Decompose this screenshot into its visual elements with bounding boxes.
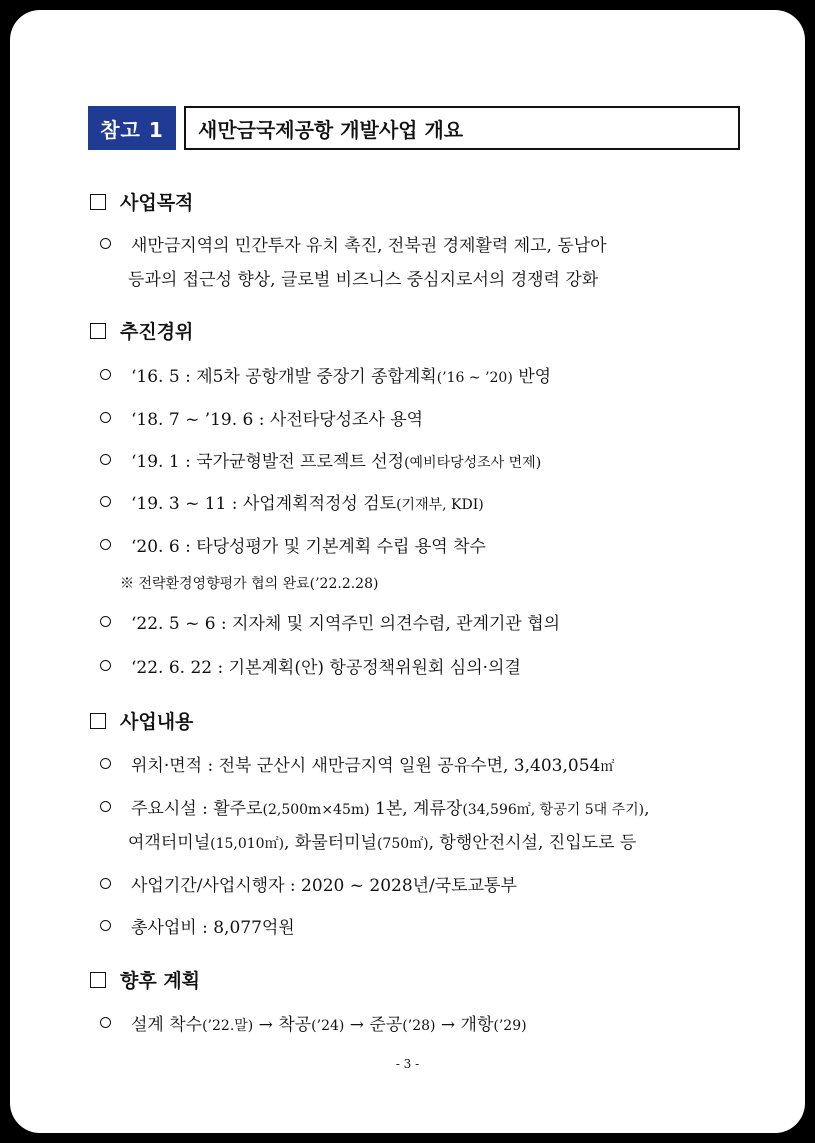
facility-text: 주요시설 : 활주로 [131, 799, 263, 819]
plan-text: → 개항 [435, 1015, 494, 1035]
circle-bullet-icon [100, 758, 111, 769]
history-sub: (예비타당성조사 면제) [404, 455, 542, 471]
plan-text: → 준공 [344, 1015, 403, 1035]
square-bullet-icon [90, 713, 106, 729]
square-bullet-icon [90, 972, 106, 988]
circle-bullet-icon [100, 616, 111, 627]
facility-text: , [644, 799, 650, 819]
reference-label: 참고 1 [88, 106, 176, 150]
circle-bullet-icon [100, 920, 111, 931]
circle-bullet-icon [100, 454, 111, 465]
facility-text: , 화물터미널 [284, 833, 377, 853]
circle-bullet-icon [100, 801, 111, 812]
circle-bullet-icon [100, 660, 111, 671]
history-note: ※ 전략환경영향평가 협의 완료(’22.2.28) [120, 576, 379, 592]
circle-bullet-icon [100, 539, 111, 550]
facility-sub: (750㎡) [376, 836, 429, 852]
history-item [100, 653, 521, 678]
history-tail: 반영 [512, 367, 552, 387]
content-period [100, 871, 517, 896]
history-text: ‘20. 6 : 타당성평가 및 기본계획 수립 용역 착수 [131, 537, 486, 557]
purpose-text: 새만금지역의 민간투자 유치 촉진, 전북권 경제활력 제고, 동남아 [131, 236, 607, 256]
facility-sub: (34,596㎡, 항공기 5대 주기) [462, 802, 645, 818]
circle-bullet-icon [100, 412, 111, 423]
history-item [100, 362, 551, 387]
circle-bullet-icon [100, 1017, 111, 1028]
circle-bullet-icon [100, 878, 111, 889]
history-sub: (기재부, KDI) [396, 497, 484, 513]
section-title: 향후 계획 [120, 970, 201, 992]
circle-bullet-icon [100, 238, 111, 249]
section-purpose [90, 188, 193, 215]
content-cost [100, 913, 295, 938]
facility-text: , 항행안전시설, 진입도로 등 [428, 833, 637, 853]
purpose-line-2: 등과의 접근성 향상, 글로벌 비즈니스 중심지로서의 경쟁력 강화 [128, 270, 599, 290]
plan-text: → 착공 [253, 1015, 312, 1035]
page-number: - 3 - [395, 1057, 420, 1071]
section-plan [90, 966, 200, 993]
facility-text: 여객터미널 [128, 833, 211, 853]
history-item [100, 609, 560, 634]
section-content [90, 707, 193, 734]
history-text: ‘18. 7 ~ ’19. 6 : 사전타당성조사 용역 [131, 410, 424, 430]
history-item [100, 405, 423, 430]
content-facilities [100, 794, 650, 819]
plan-sub: (’29) [493, 1018, 527, 1034]
plan-sub: (’24) [311, 1018, 345, 1034]
content-facilities-cont [128, 828, 636, 853]
period-text: 사업기간/사업시행자 : 2020 ~ 2028년/국토교통부 [131, 876, 517, 896]
section-history [90, 317, 193, 344]
history-sub: (’16 ~ ’20) [436, 370, 513, 386]
purpose-line-1 [100, 231, 607, 256]
content-location [100, 751, 614, 776]
facility-text: 1본, 계류장 [369, 799, 463, 819]
header [88, 106, 728, 150]
plan-sub: (’22.말) [202, 1018, 254, 1034]
cost-text: 총사업비 : 8,077억원 [131, 918, 295, 938]
plan-text: 설계 착수 [131, 1015, 203, 1035]
section-title: 사업목적 [120, 192, 194, 214]
circle-bullet-icon [100, 496, 111, 507]
location-text: 위치·면적 : 전북 군산시 새만금지역 일원 공유수면, 3,403,054 [131, 756, 601, 776]
facility-sub: (2,500m×45m) [262, 802, 370, 818]
plan-item [100, 1010, 527, 1035]
circle-bullet-icon [100, 369, 111, 380]
square-bullet-icon [90, 323, 106, 339]
history-text: ‘22. 6. 22 : 기본계획(안) 항공정책위원회 심의·의결 [131, 658, 521, 678]
history-text: ‘19. 3 ~ 11 : 사업계획적정성 검토 [131, 494, 397, 514]
section-title: 추진경위 [120, 321, 194, 343]
page-title: 새만금국제공항 개발사업 개요 [184, 106, 740, 150]
plan-sub: (’28) [402, 1018, 436, 1034]
area-unit: ㎡ [600, 759, 615, 775]
history-text: ‘19. 1 : 국가균형발전 프로젝트 선정 [131, 452, 405, 472]
section-title: 사업내용 [120, 711, 194, 733]
square-bullet-icon [90, 194, 106, 210]
document-page [10, 10, 805, 1133]
history-text: ‘22. 5 ~ 6 : 지자체 및 지역주민 의견수렴, 관계기관 협의 [131, 614, 561, 634]
facility-sub: (15,010㎡) [210, 836, 285, 852]
history-item [100, 489, 484, 514]
history-item [100, 532, 486, 557]
history-text: ‘16. 5 : 제5차 공항개발 중장기 종합계획 [131, 367, 437, 387]
history-item [100, 447, 541, 472]
